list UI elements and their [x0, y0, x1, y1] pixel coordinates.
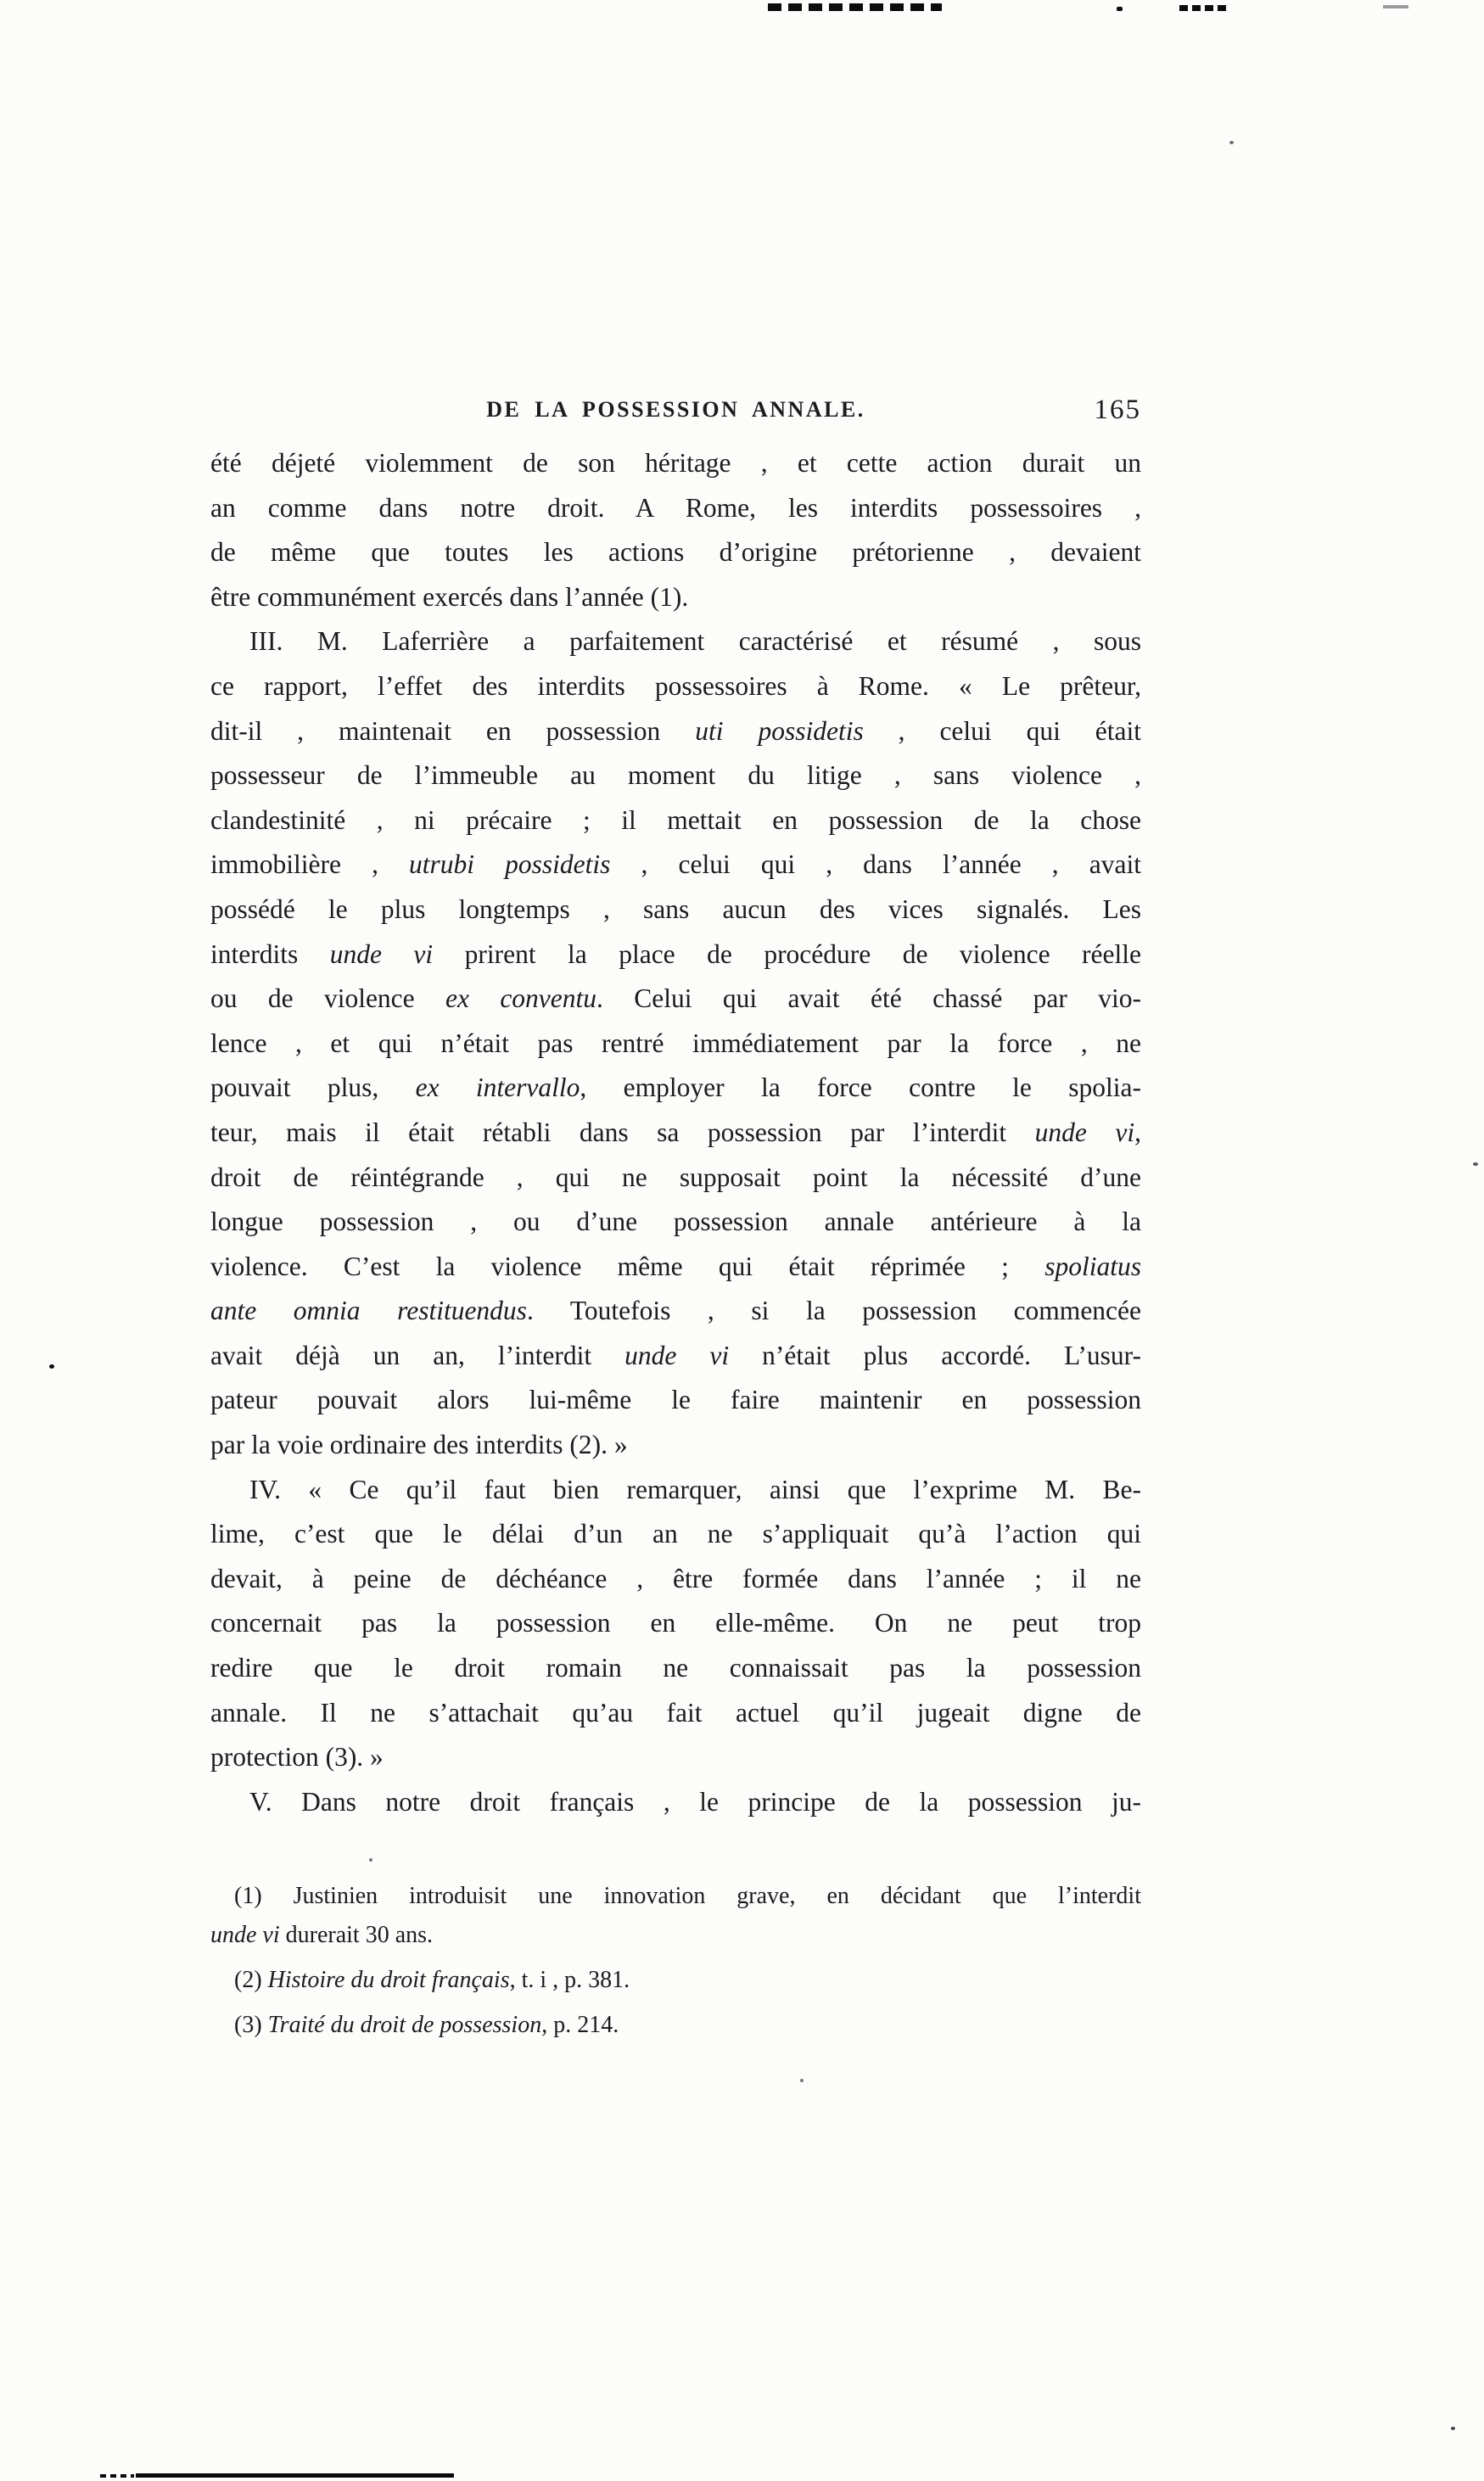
text-line: redire que le droit romain ne connaissait pas la possession: [210, 1653, 1141, 1683]
scan-speck: [1451, 2427, 1455, 2430]
running-header: [210, 392, 1141, 428]
scan-speck: [1229, 141, 1234, 144]
text-line: possesseur de l’immeuble au moment du litige , sans violence ,: [210, 760, 1141, 791]
text-line: an comme dans notre droit. A Rome, les interdits possessoires ,: [210, 492, 1141, 523]
page-number: 165: [1094, 395, 1141, 425]
text-line: être communément exercés dans l’année (1).: [210, 581, 689, 612]
scan-speck: [1473, 1162, 1478, 1166]
footnote-line: unde vi durerait 30 ans.: [210, 1922, 434, 1948]
text-line: violence. C’est la violence même qui était réprimée ; spoliatus: [210, 1251, 1141, 1281]
text-line: ce rapport, l’effet des interdits possessoires à Rome. « Le prêteur,: [210, 670, 1141, 701]
text-line: IV. « Ce qu’il faut bien remarquer, ainsi que l’exprime M. Be-: [249, 1474, 1141, 1504]
text-line: V. Dans notre droit français , le principe de la possession ju-: [249, 1786, 1141, 1817]
text-line: immobilière , utrubi possidetis , celui qui , dans l’année , avait: [210, 849, 1142, 880]
scan-artifact-top-dashes-right: [1179, 5, 1227, 11]
running-header-title: DE LA POSSESSION ANNALE.: [486, 397, 865, 422]
footnotes-block: [210, 1877, 1141, 2045]
text-line: lime, c’est que le délai d’un an ne s’appliquait qu’à l’action qui: [210, 1519, 1141, 1549]
scan-speck: [800, 2079, 804, 2082]
footnote-line: (2) Histoire du droit français, t. i , p. 381.: [234, 1967, 630, 1993]
text-line: clandestinité , ni précaire ; il mettait en possession de la chose: [210, 804, 1141, 835]
scan-artifact-bottom-line: [136, 2473, 454, 2478]
text-line: pateur pouvait alors lui-même le faire maintenir en possession: [210, 1385, 1141, 1415]
text-line: été déjeté violemment de son héritage , et cette action durait un: [210, 448, 1141, 478]
text-line: de même que toutes les actions d’origine prétorienne , devaient: [210, 537, 1141, 568]
text-line: devait, à peine de déchéance , être formée dans l’année ; il ne: [210, 1563, 1141, 1593]
text-line: protection (3). »: [210, 1742, 384, 1773]
text-line: avait déjà un an, l’interdit unde vi n’était plus accordé. L’usur-: [210, 1340, 1141, 1370]
scan-artifact-top-dashes: [768, 3, 942, 11]
text-line: annale. Il ne s’attachait qu’au fait actuel qu’il jugeait digne de: [210, 1697, 1141, 1728]
scan-artifact-top-dot: [1117, 7, 1123, 11]
text-line: par la voie ordinaire des interdits (2). »: [210, 1430, 628, 1460]
text-line: longue possession , ou d’une possession annale antérieure à la: [210, 1207, 1141, 1237]
scan-speck: [369, 1858, 372, 1862]
text-line: possédé le plus longtemps , sans aucun des vices signalés. Les: [210, 893, 1141, 924]
scan-artifact-bottom-dashes: [100, 2474, 134, 2478]
text-line: teur, mais il était rétabli dans sa possession par l’interdit unde vi,: [210, 1117, 1141, 1147]
scan-artifact-top-smudge: [1383, 5, 1408, 8]
text-line: ante omnia restituendus. Toutefois , si la possession commencée: [210, 1296, 1141, 1326]
text-line: pouvait plus, ex intervallo, employer la force contre le spolia-: [210, 1072, 1141, 1103]
footnote-line: (3) Traité du droit de possession, p. 214.: [234, 2012, 619, 2038]
text-line: lence , et qui n’était pas rentré immédiatement par la force , ne: [210, 1028, 1141, 1058]
text-line: ou de violence ex conventu. Celui qui avait été chassé par vio-: [210, 983, 1141, 1014]
text-line: III. M. Laferrière a parfaitement caractérisé et résumé , sous: [249, 626, 1141, 657]
text-line: dit-il , maintenait en possession uti possidetis , celui qui était: [210, 715, 1142, 746]
footnote-line: (1) Justinien introduisit une innovation grave, en décidant que l’interdit: [234, 1883, 1141, 1909]
text-line: interdits unde vi prirent la place de procédure de violence réelle: [210, 938, 1141, 969]
scan-speck: [49, 1364, 54, 1369]
text-line: concernait pas la possession en elle-même. On ne peut trop: [210, 1608, 1141, 1638]
text-line: droit de réintégrande , qui ne supposait point la nécessité d’une: [210, 1162, 1141, 1192]
body-text-block: [210, 441, 1141, 1824]
